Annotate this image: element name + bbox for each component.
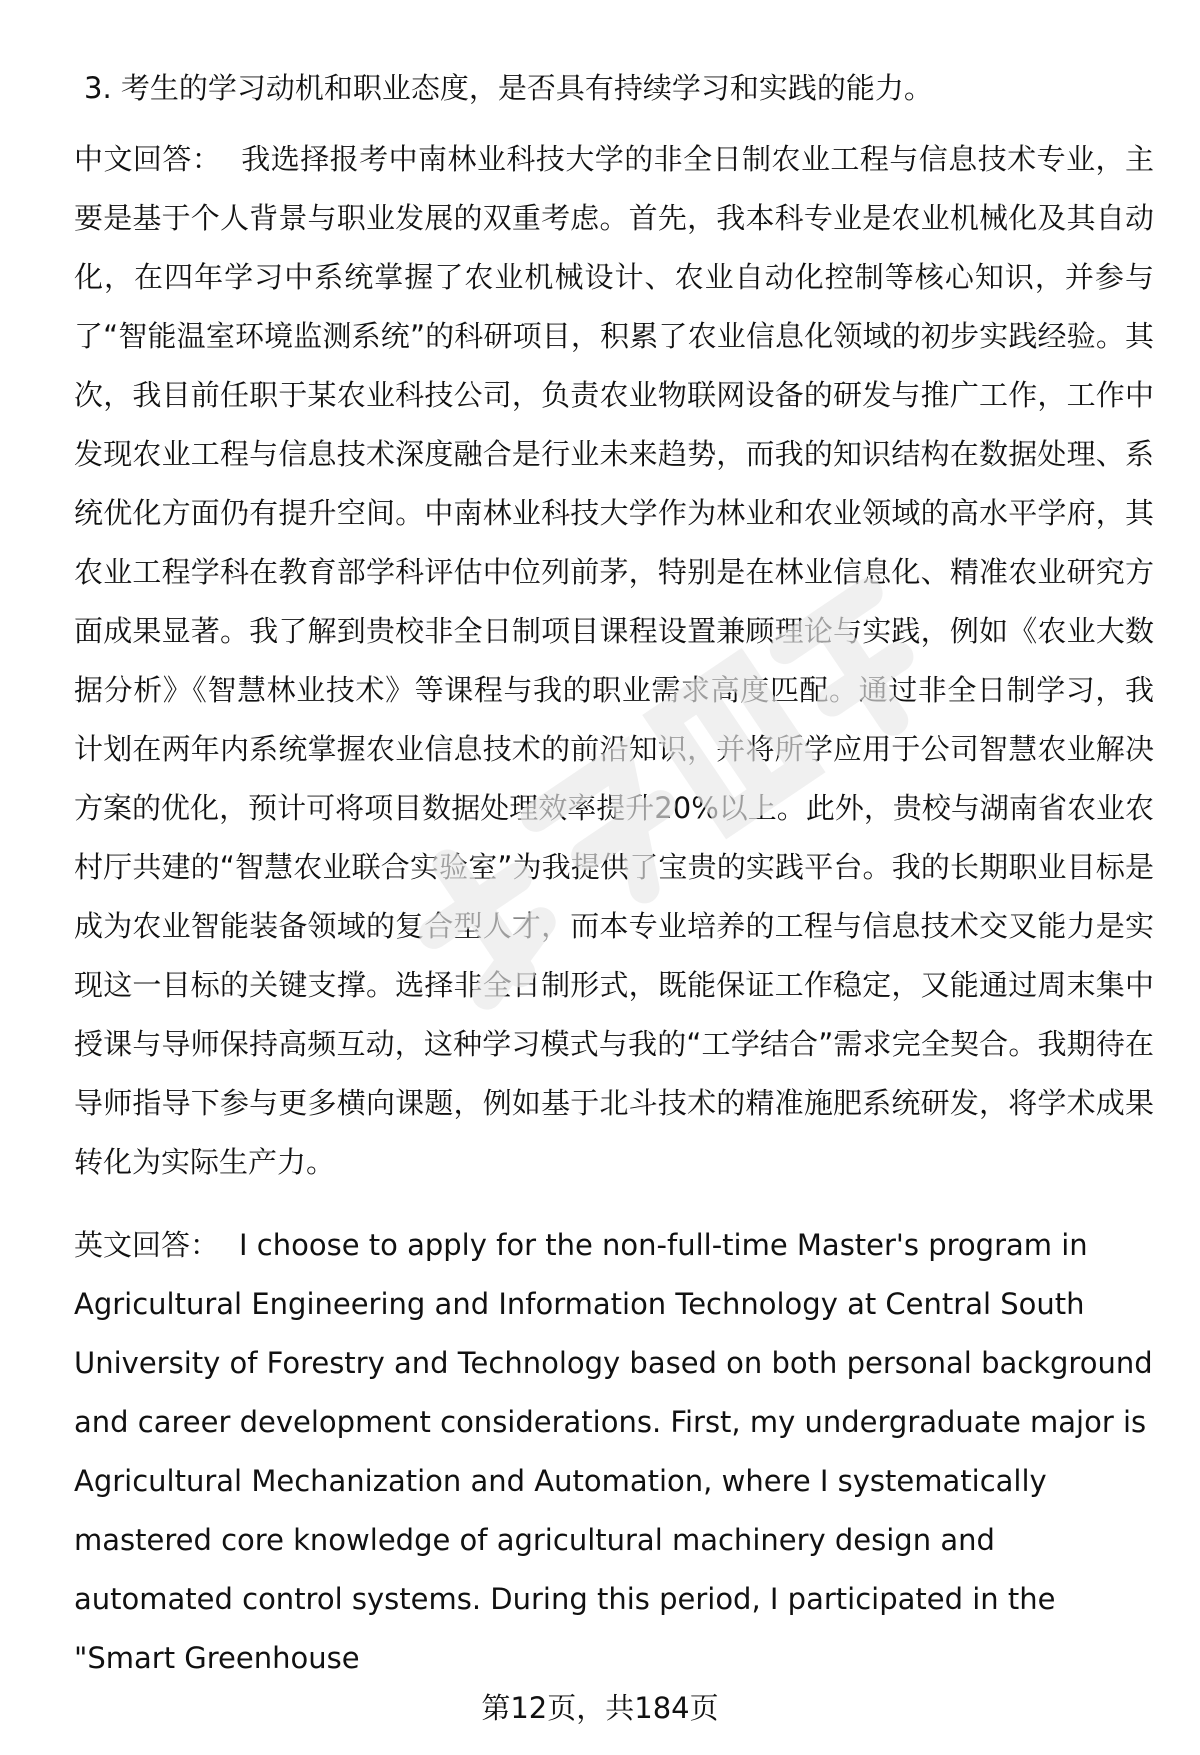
chinese-answer-label: 中文回答：: [74, 142, 222, 176]
english-answer-paragraph: [74, 1216, 1154, 1688]
chinese-answer-text: 我选择报考中南林业科技大学的非全日制农业工程与信息技术专业，主要是基于个人背景与职业发展的双重考虑。首先，我本科专业是农业机械化及其自动化，在四年学习中系统掌握了农业机械设计、农业自动化控制等核心知识，并参与了“智能温室环境监测系统”的科研项目，积累了农业信息化领域的初步实践经验。其次，我目前任职于某农业科技公司，负责农业物联网设备的研发与推广工作，工作中发现农业工程与信息技术深度融合是行业未来趋势，而我的知识结构在数据处理、系统优化方面仍有提升空间。中南林业科技大学作为林业和农业领域的高水平学府，其农业工程学科在教育部学科评估中位列前茅，特别是在林业信息化、精准农业研究方面成果显著。我了解到贵校非全日制项目课程设置兼顾理论与实践，例如《农业大数据分析》《智慧林业技术》等课程与我的职业需求高度匹配。通过非全日制学习，我计划在两年内系统掌握农业信息技术的前沿知识，并将所学应用于公司智慧农业解决方案的优化，预计可将项目数据处理效率提升20%以上。此外，贵校与湖南省农业农村厅共建的“智慧农业联合实验室”为我提供了宝贵的实践平台。我的长期职业目标是成为农业智能装备领域的复合型人才，而本专业培养的工程与信息技术交叉能力是实现这一目标的关键支撑。选择非全日制形式，既能保证工作稳定，又能通过周末集中授课与导师保持高频互动，这种学习模式与我的“工学结合”需求完全契合。我期待在导师指导下参与更多横向课题，例如基于北斗技术的精准施肥系统研发，将学术成果转化为实际生产力。: [74, 142, 1154, 1179]
question-item-3: 3. 考生的学习动机和职业态度，是否具有持续学习和实践的能力。: [84, 71, 933, 105]
page-number: 第12页，共184页: [481, 1691, 719, 1725]
english-answer-text: I choose to apply for the non-full-time Master's program in Agricultural Engineering and Information Technology at Central South University of Forestry and Technology based on both personal background and career development considerations. First, my undergraduate major is Agricultural Mechanization and Automation, where I systematically mastered core knowledge of agricultural machinery design and automated control systems. During this period, I participated in the "Smart Greenhouse: [74, 1228, 1153, 1675]
chinese-answer-paragraph: [74, 130, 1154, 1192]
english-answer-label: 英文回答：: [74, 1228, 220, 1262]
